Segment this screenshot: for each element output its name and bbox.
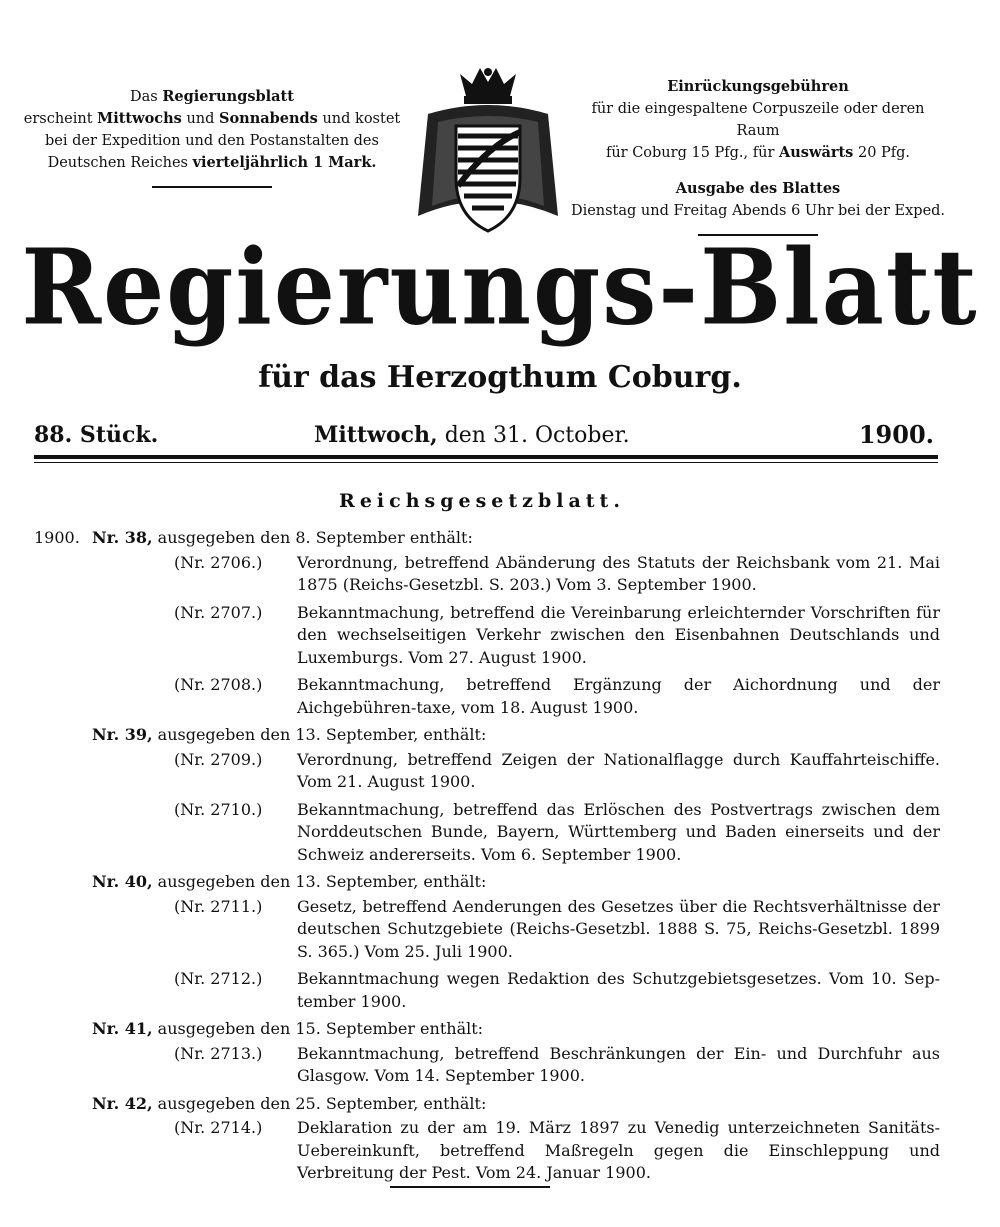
issue-block [34,527,940,719]
text: und kostet [322,111,401,127]
law-text: Bekanntmachung wegen Redaktion des Schutzgebietsgesetzes. Vom 10. Sep-tember 1900. [297,969,940,1011]
issue-heading [34,724,940,747]
end-rule [390,1186,550,1188]
masthead-subtitle: für das Herzogthum Coburg. [258,360,742,395]
law-number: (Nr. 2711.) [174,896,263,916]
law-text: Bekanntmachung, betreffend Beschränkungen der Ein- und Durchfuhr aus Glasgow. Vom 14. September 1900. [297,1043,940,1085]
date: den 31. October. [444,423,630,448]
text: Sonnabends [219,110,318,127]
issue-nr: Nr. 40, [92,872,153,891]
issue-desc: ausgegeben den 25. September, enthält: [157,1093,487,1113]
fees-title: Einrückungsgebühren [667,78,849,95]
dateline [34,418,934,452]
law-number: (Nr. 2714.) [174,1118,263,1137]
issue-year: 1900. [858,420,934,449]
coat-of-arms-icon [408,66,568,246]
law-text: Bekanntmachung, betreffend Ergänzung der Aichordnung und der Aichgebühren-taxe, vom 18. August 1900. [297,675,940,717]
issue-nr: Nr. 38, [92,528,153,547]
masthead-title: Regierungs-Blatt [21,226,979,349]
issue-desc: ausgegeben den 8. September enthält: [157,528,473,547]
law-entry [34,896,940,964]
issue-heading [34,1018,940,1041]
law-number: (Nr. 2707.) [174,602,263,622]
section-title: Reichsgesetzblatt. [339,490,625,512]
spacer [568,164,948,178]
weekday: Mittwoch, [314,422,438,448]
law-entry [34,552,940,597]
law-number: (Nr. 2710.) [174,799,263,819]
law-entry [34,602,940,670]
subscription-info [22,86,402,188]
law-entry [34,799,940,867]
text: Auswärts [779,144,854,161]
issue-nr: Nr. 39, [92,725,153,744]
text: Regierungsblatt [162,88,294,105]
double-rule-thin [34,462,938,463]
issue-heading [34,871,940,894]
law-entry [34,749,940,794]
law-number: (Nr. 2708.) [174,675,263,694]
law-entry [34,1043,940,1088]
issue-block [34,1018,940,1088]
law-number: (Nr. 2712.) [174,969,263,988]
issue-number: 88. Stück. [34,422,159,448]
text: Das [130,89,158,105]
issue-nr: Nr. 42, [92,1093,153,1113]
issue-list [34,527,940,1190]
text: für Coburg 15 Pfg., für [605,145,775,161]
issue-year-label: 1900. [34,528,80,547]
law-number: (Nr. 2709.) [174,749,263,769]
fees-info [568,76,948,236]
text: vierteljährlich 1 Mark. [192,154,377,171]
fees-line-2 [568,142,948,164]
law-text: Verordnung, betreffend Zeigen der Nationalflagge durch Kauffahrteischiffe. Vom 21. August 1900. [297,749,940,791]
law-entry [34,968,940,1013]
issue-desc: ausgegeben den 13. September, enthält: [157,872,487,891]
issue-block [34,871,940,1013]
law-entry [34,1117,940,1185]
subscription-line-1 [22,86,402,108]
fees-line-1: für die eingespaltene Corpuszeile oder deren Raum [591,101,925,139]
law-text: Gesetz, betreffend Aenderungen des Gesetzes über die Rechtsverhältnisse der deutschen Schutzgebiete (Reichs-Gesetzbl. 1888 S. 75, Reichs-Gesetzbl. 1899 S. 365.) Vom 25. Juli 1900. [297,896,940,961]
issue-desc: ausgegeben den 15. September enthält: [157,1019,484,1038]
text: 20 Pfg. [857,145,911,161]
text: erscheint [23,111,93,127]
text: Mittwochs [97,110,182,127]
law-text: Bekanntmachung, betreffend das Erlöschen des Postvertrags zwischen dem Norddeutschen Bunde, Bayern, Württemberg und Baden einerseits und der Schweiz andererseits. Vom 6. September 1900. [297,799,940,864]
issue-desc: ausgegeben den 13. September, enthält: [157,725,487,744]
text: und [186,111,215,127]
divider [152,186,272,188]
law-entry [34,674,940,719]
law-number: (Nr. 2713.) [174,1043,263,1063]
issue-nr: Nr. 41, [92,1019,153,1038]
law-text: Verordnung, betreffend Abänderung des Statuts der Reichsbank vom 21. Mai 1875 (Reichs-Gesetzbl. S. 203.) Vom 3. September 1900. [297,552,940,594]
issue-schedule-title: Ausgabe des Blattes [675,180,841,197]
issue-date [314,418,630,453]
text: Deutschen Reiches [47,155,188,171]
issue-block [34,724,940,866]
law-text: Deklaration zu der am 19. März 1897 zu Venedig unterzeichneten Sanitäts-Uebereinkunft, betreffend Maßregeln gegen die Einschleppung und Verbreitung der Pest. Vom 24. Januar 1900. [297,1118,940,1182]
law-text: Bekanntmachung, betreffend die Vereinbarung erleichternder Vorschriften für den wechselseitigen Verkehr zwischen den Eisenbahnen Deutschlands und Luxemburgs. Vom 27. August 1900. [297,602,940,667]
issue-heading [34,1093,940,1116]
subscription-line-4 [22,152,402,174]
double-rule-thick [34,455,938,459]
subscription-line-3: bei der Expedition und den Postanstalten des [45,133,379,149]
issue-block [34,1093,940,1185]
law-number: (Nr. 2706.) [174,552,263,572]
issue-schedule-line: Dienstag und Freitag Abends 6 Uhr bei der Exped. [570,203,946,219]
issue-heading [34,527,940,550]
subscription-line-2 [22,108,402,130]
